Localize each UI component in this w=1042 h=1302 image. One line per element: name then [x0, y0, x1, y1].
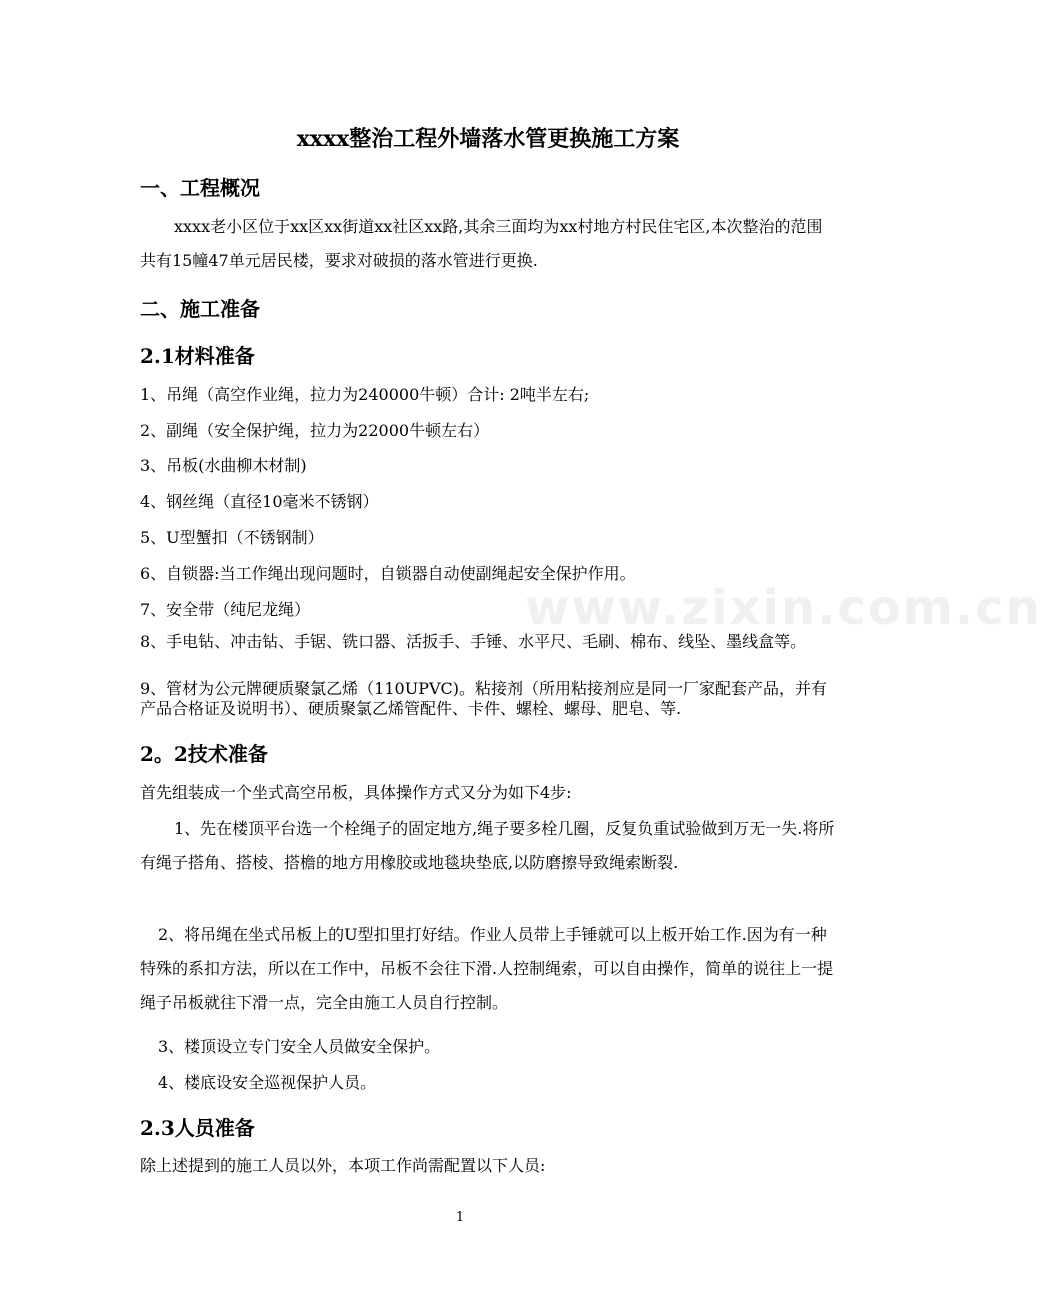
technical-step: 2、将吊绳在坐式吊板上的U型扣里打好结。作业人员带上手锤就可以上板开始工作.因为有一种特殊的系扣方法，所以在工作中，吊板不会往下滑.人控制绳索，可以自由操作，简单的说往上一提绳子吊板就往下滑一点，完全由施工人员自行控制。 [140, 925, 834, 1012]
material-item: 9、管材为公元牌硬质聚氯乙烯（110UPVC)。粘接剂（所用粘接剂应是同一厂家配套产品，并有产品合格证及说明书）、硬质聚氯乙烯管配件、卡件、螺栓、螺母、肥皂、等. [140, 679, 828, 718]
document-title: xxxx整治工程外墙落水管更换施工方案 [296, 126, 680, 152]
material-item: 3、吊板(水曲柳木材制) [140, 456, 307, 475]
personnel-paragraph: 除上述提到的施工人员以外，本项工作尚需配置以下人员: [140, 1156, 546, 1175]
section-2-heading: 二、施工准备 [140, 297, 260, 321]
material-item: 1、吊绳（高空作业绳，拉力为240000牛顿）合计: 2吨半左右; [140, 385, 590, 404]
technical-step: 4、楼底设安全巡视保护人员。 [158, 1073, 377, 1092]
technical-intro: 首先组装成一个坐式高空吊板，具体操作方式又分为如下4步: [140, 783, 572, 802]
material-item: 6、自锁器:当工作绳出现问题时，自锁器自动使副绳起安全保护作用。 [140, 564, 636, 583]
section-1-paragraph: xxxx老小区位于xx区xx街道xx社区xx路,其余三面均为xx村地方村民住宅区,本次整治的范围共有15幢47单元居民楼，要求对破损的落水管进行更换. [140, 217, 823, 270]
section-2-2-heading: 2。2技术准备 [140, 742, 268, 766]
section-2-3-heading: 2.3人员准备 [140, 1116, 255, 1140]
technical-step: 3、楼顶设立专门安全人员做安全保护。 [158, 1037, 441, 1056]
material-item: 8、手电钻、冲击钻、手锯、铣口器、活扳手、手锤、水平尺、毛刷、棉布、线坠、墨线盒等。 [140, 632, 807, 651]
material-item: 5、U型蟹扣（不锈钢制） [140, 528, 324, 547]
material-item: 2、副绳（安全保护绳，拉力为22000牛顿左右） [140, 421, 490, 440]
material-item: 7、安全带（纯尼龙绳） [140, 600, 311, 619]
section-1-heading: 一、工程概况 [140, 176, 260, 200]
watermark: www.zixin.com.cn [525, 580, 1042, 636]
technical-step: 1、先在楼顶平台选一个栓绳子的固定地方,绳子要多栓几圈，反复负重试验做到万无一失.将所有绳子搭角、搭棱、搭檐的地方用橡胶或地毯块垫底,以防磨擦导致绳索断裂. [140, 819, 835, 872]
section-2-1-heading: 2.1材料准备 [140, 344, 255, 368]
material-item: 4、钢丝绳（直径10毫米不锈钢） [140, 492, 379, 511]
page-number: 1 [455, 1210, 465, 1225]
